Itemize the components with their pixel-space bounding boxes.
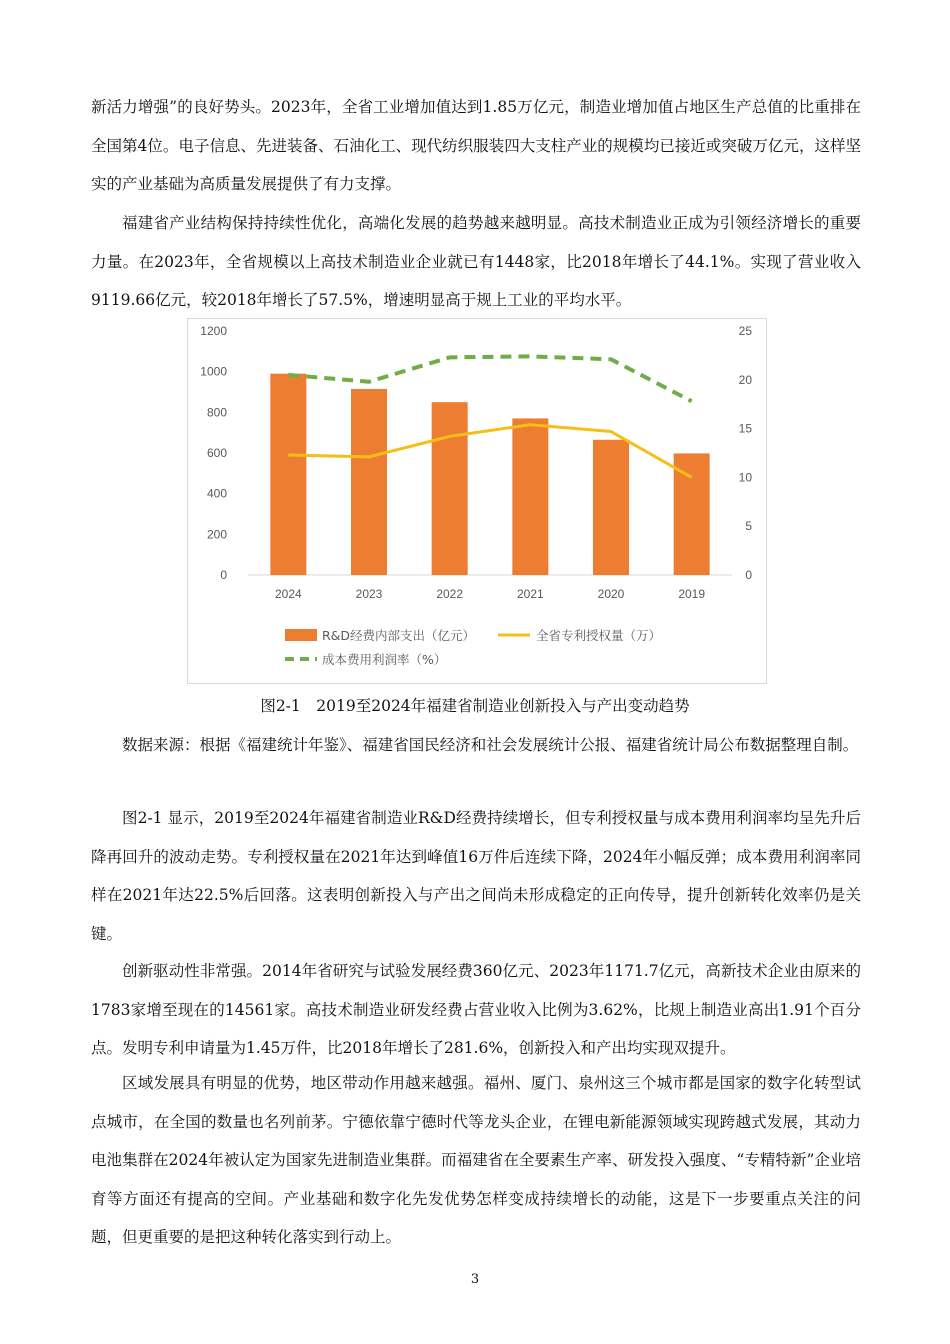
x-axis-tick-label: 2020 [597, 587, 625, 601]
x-axis-tick-label: 2022 [436, 587, 464, 601]
legend-label-profit: 成本费用利润率（%） [322, 652, 447, 667]
paragraph-industrial-structure: 福建省产业结构保持持续性优化，高端化发展的趋势越来越明显。高技术制造业正成为引领经济增长的重要力量。在2023年，全省规模以上高技术制造业企业就已有1448家，比2018年增长了44.1%。实现了营业收入9119.66亿元，较2018年增长了57.5%，增速明显高于规上工业的平均水平。 [91, 214, 861, 309]
bar-rd-expenditure [351, 389, 387, 575]
line-profit-rate [288, 356, 691, 401]
paragraph-intro-continued: 新活力增强”的良好势头。2023年，全省工业增加值达到1.85万亿元，制造业增加值占地区生产总值的比重排在全国第4位。电子信息、先进装备、石油化工、现代纺织服装四大支柱产业的规模均已接近或突破万亿元，这样坚实的产业基础为高质量发展提供了有力支撑。 [91, 98, 861, 193]
bar-rd-expenditure [593, 440, 629, 575]
left-axis-tick-label: 400 [206, 486, 227, 501]
left-axis-tick-label: 1200 [200, 324, 227, 338]
left-axis-tick-label: 1000 [200, 364, 227, 379]
right-axis-tick-label: 5 [745, 519, 752, 534]
left-axis-tick-label: 800 [206, 405, 227, 420]
combo-chart [188, 319, 766, 683]
paragraph-figure-analysis: 图2-1 显示，2019至2024年福建省制造业R&D经费持续增长，但专利授权量与成本费用利润率均呈先升后降再回升的波动走势。专利授权量在2021年达到峰值16万件后连续下降，2024年小幅反弹；成本费用利润率同样在2021年达22.5%后回落。这表明创新投入与产出之间尚未形成稳定的正向传导，提升创新转化效率仍是关键。 [91, 809, 861, 943]
paragraph-innovation: 创新驱动性非常强。2014年省研究与试验发展经费360亿元、2023年1171.7亿元，高新技术企业由原来的1783家增至现在的14561家。高技术制造业研发经费占营业收入比例为3.62%，比规上制造业高出1.91个百分点。发明专利申请量为1.45万件，比2018年增长了281.6%，创新投入和产出均实现双提升。 [91, 962, 861, 1057]
x-axis-tick-label: 2021 [516, 587, 544, 601]
right-axis-tick-label: 0 [745, 568, 752, 582]
line-patent-grants [288, 425, 691, 478]
right-axis-tick-label: 25 [738, 324, 752, 338]
right-axis-tick-label: 20 [738, 372, 752, 387]
bar-rd-expenditure [512, 418, 548, 575]
figure-chart [187, 318, 767, 684]
x-axis-tick-label: 2024 [274, 587, 302, 601]
right-axis-tick-label: 10 [738, 470, 752, 485]
figure-caption: 图2-1 2019至2024年福建省制造业创新投入与产出变动趋势 [260, 697, 690, 715]
left-axis-tick-label: 600 [206, 446, 227, 460]
x-axis-tick-label: 2019 [678, 587, 706, 601]
legend-label-patent: 全省专利授权量（万） [536, 628, 662, 643]
bar-rd-expenditure [270, 374, 306, 575]
paragraph-data-source: 数据来源：根据《福建统计年鉴》、福建省国民经济和社会发展统计公报、福建省统计局公布数据整理自制。 [122, 736, 859, 754]
right-axis-tick-label: 15 [738, 421, 752, 436]
legend-swatch-bar [285, 629, 317, 641]
legend-label-rd: R&D经费内部支出（亿元） [322, 628, 476, 643]
page-number: 3 [470, 1272, 480, 1287]
paragraph-regional: 区域发展具有明显的优势，地区带动作用越来越强。福州、厦门、泉州这三个城市都是国家的数字化转型试点城市，在全国的数量也名列前茅。宁德依靠宁德时代等龙头企业，在锂电新能源领域实现跨越式发展，其动力电池集群在2024年被认定为国家先进制造业集群。而福建省在全要素生产率、研发投入强度、“专精特新”企业培育等方面还有提高的空间。产业基础和数字化先发优势怎样变成持续增长的动能，这是下一步要重点关注的问题，但更重要的是把这种转化落实到行动上。 [91, 1074, 861, 1246]
left-axis-tick-label: 0 [220, 568, 227, 582]
left-axis-tick-label: 200 [206, 527, 227, 542]
bar-rd-expenditure [432, 402, 468, 575]
x-axis-tick-label: 2023 [355, 587, 383, 601]
